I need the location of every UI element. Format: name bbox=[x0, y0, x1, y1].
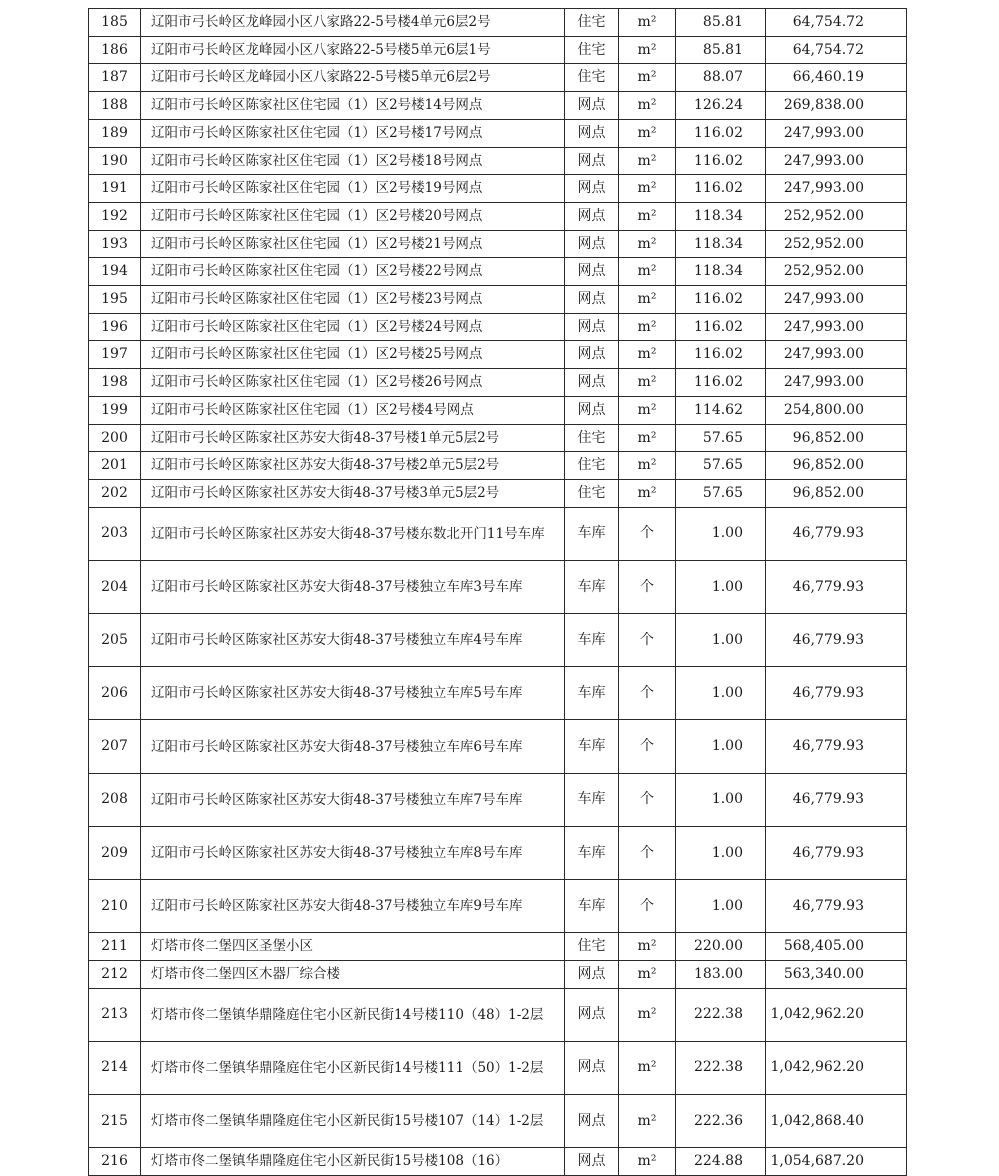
property-use: 住宅 bbox=[565, 64, 619, 92]
appraised-value: 247,993.00 bbox=[766, 119, 907, 147]
property-address: 辽阳市弓长岭区陈家社区苏安大街48-37号楼3单元5层2号 bbox=[141, 479, 565, 507]
property-use: 车库 bbox=[565, 507, 619, 560]
measure-unit: m² bbox=[619, 341, 676, 369]
table-row bbox=[89, 9, 907, 37]
appraised-value: 254,800.00 bbox=[766, 396, 907, 424]
property-area: 1.00 bbox=[676, 560, 766, 613]
row-number: 214 bbox=[89, 1041, 141, 1094]
measure-unit: 个 bbox=[619, 560, 676, 613]
property-use: 住宅 bbox=[565, 933, 619, 961]
property-address: 辽阳市弓长岭区陈家社区苏安大街48-37号楼独立车库4号车库 bbox=[141, 614, 565, 667]
table-row bbox=[89, 988, 907, 1041]
table-row bbox=[89, 507, 907, 560]
row-number: 209 bbox=[89, 826, 141, 879]
property-address: 辽阳市弓长岭区陈家社区苏安大街48-37号楼独立车库8号车库 bbox=[141, 826, 565, 879]
property-use: 网点 bbox=[565, 1148, 619, 1176]
property-area: 1.00 bbox=[676, 720, 766, 773]
row-number: 212 bbox=[89, 960, 141, 988]
measure-unit: m² bbox=[619, 119, 676, 147]
property-use: 车库 bbox=[565, 560, 619, 613]
table-row bbox=[89, 614, 907, 667]
appraised-value: 247,993.00 bbox=[766, 175, 907, 203]
property-use: 网点 bbox=[565, 396, 619, 424]
table-row bbox=[89, 369, 907, 397]
property-use: 车库 bbox=[565, 720, 619, 773]
property-use: 住宅 bbox=[565, 9, 619, 37]
row-number: 194 bbox=[89, 258, 141, 286]
appraised-value: 46,779.93 bbox=[766, 560, 907, 613]
property-area: 220.00 bbox=[676, 933, 766, 961]
measure-unit: m² bbox=[619, 1094, 676, 1147]
row-number: 204 bbox=[89, 560, 141, 613]
property-area: 116.02 bbox=[676, 369, 766, 397]
row-number: 197 bbox=[89, 341, 141, 369]
measure-unit: m² bbox=[619, 286, 676, 314]
appraised-value: 64,754.72 bbox=[766, 36, 907, 64]
property-address: 灯塔市佟二堡镇华鼎隆庭住宅小区新民街14号楼111（50）1-2层 bbox=[141, 1041, 565, 1094]
table-row bbox=[89, 424, 907, 452]
appraised-value: 247,993.00 bbox=[766, 286, 907, 314]
property-area: 118.34 bbox=[676, 202, 766, 230]
table-row bbox=[89, 720, 907, 773]
table-row bbox=[89, 1041, 907, 1094]
table-row bbox=[89, 826, 907, 879]
row-number: 190 bbox=[89, 147, 141, 175]
asset-table bbox=[88, 8, 907, 1176]
property-use: 网点 bbox=[565, 119, 619, 147]
row-number: 203 bbox=[89, 507, 141, 560]
table-row bbox=[89, 119, 907, 147]
row-number: 210 bbox=[89, 879, 141, 932]
row-number: 213 bbox=[89, 988, 141, 1041]
property-address: 辽阳市弓长岭区陈家社区住宅园（1）区2号楼25号网点 bbox=[141, 341, 565, 369]
property-area: 85.81 bbox=[676, 9, 766, 37]
table-row bbox=[89, 667, 907, 720]
row-number: 188 bbox=[89, 92, 141, 120]
appraised-value: 1,042,868.40 bbox=[766, 1094, 907, 1147]
appraised-value: 1,054,687.20 bbox=[766, 1148, 907, 1176]
table-row bbox=[89, 202, 907, 230]
property-area: 118.34 bbox=[676, 230, 766, 258]
row-number: 195 bbox=[89, 286, 141, 314]
property-use: 网点 bbox=[565, 369, 619, 397]
row-number: 208 bbox=[89, 773, 141, 826]
appraised-value: 563,340.00 bbox=[766, 960, 907, 988]
row-number: 196 bbox=[89, 313, 141, 341]
property-address: 辽阳市弓长岭区龙峰园小区八家路22-5号楼5单元6层1号 bbox=[141, 36, 565, 64]
property-use: 车库 bbox=[565, 826, 619, 879]
property-use: 网点 bbox=[565, 341, 619, 369]
property-area: 114.62 bbox=[676, 396, 766, 424]
row-number: 202 bbox=[89, 479, 141, 507]
table-row bbox=[89, 258, 907, 286]
property-address: 辽阳市弓长岭区陈家社区住宅园（1）区2号楼26号网点 bbox=[141, 369, 565, 397]
table-body bbox=[89, 9, 907, 1176]
property-address: 辽阳市弓长岭区陈家社区住宅园（1）区2号楼17号网点 bbox=[141, 119, 565, 147]
appraised-value: 46,779.93 bbox=[766, 614, 907, 667]
row-number: 193 bbox=[89, 230, 141, 258]
property-address: 辽阳市弓长岭区陈家社区住宅园（1）区2号楼14号网点 bbox=[141, 92, 565, 120]
row-number: 186 bbox=[89, 36, 141, 64]
appraised-value: 96,852.00 bbox=[766, 424, 907, 452]
property-area: 118.34 bbox=[676, 258, 766, 286]
property-use: 车库 bbox=[565, 614, 619, 667]
property-area: 1.00 bbox=[676, 773, 766, 826]
measure-unit: 个 bbox=[619, 773, 676, 826]
property-area: 57.65 bbox=[676, 424, 766, 452]
property-use: 网点 bbox=[565, 175, 619, 203]
property-address: 灯塔市佟二堡镇华鼎隆庭住宅小区新民街15号楼107（14）1-2层 bbox=[141, 1094, 565, 1147]
property-address: 灯塔市佟二堡四区木器厂综合楼 bbox=[141, 960, 565, 988]
row-number: 192 bbox=[89, 202, 141, 230]
appraised-value: 269,838.00 bbox=[766, 92, 907, 120]
appraised-value: 568,405.00 bbox=[766, 933, 907, 961]
property-use: 网点 bbox=[565, 147, 619, 175]
property-area: 1.00 bbox=[676, 507, 766, 560]
property-area: 1.00 bbox=[676, 667, 766, 720]
measure-unit: m² bbox=[619, 258, 676, 286]
property-area: 1.00 bbox=[676, 879, 766, 932]
measure-unit: m² bbox=[619, 933, 676, 961]
property-address: 辽阳市弓长岭区陈家社区苏安大街48-37号楼独立车库6号车库 bbox=[141, 720, 565, 773]
table-row bbox=[89, 960, 907, 988]
property-address: 辽阳市弓长岭区陈家社区住宅园（1）区2号楼21号网点 bbox=[141, 230, 565, 258]
table-row bbox=[89, 92, 907, 120]
row-number: 200 bbox=[89, 424, 141, 452]
row-number: 216 bbox=[89, 1148, 141, 1176]
appraised-value: 247,993.00 bbox=[766, 341, 907, 369]
property-address: 辽阳市弓长岭区陈家社区住宅园（1）区2号楼20号网点 bbox=[141, 202, 565, 230]
appraised-value: 46,779.93 bbox=[766, 879, 907, 932]
property-address: 辽阳市弓长岭区陈家社区住宅园（1）区2号楼4号网点 bbox=[141, 396, 565, 424]
property-use: 车库 bbox=[565, 667, 619, 720]
property-area: 1.00 bbox=[676, 614, 766, 667]
table-row bbox=[89, 879, 907, 932]
property-address: 辽阳市弓长岭区陈家社区苏安大街48-37号楼独立车库7号车库 bbox=[141, 773, 565, 826]
appraised-value: 46,779.93 bbox=[766, 507, 907, 560]
appraised-value: 46,779.93 bbox=[766, 667, 907, 720]
property-area: 57.65 bbox=[676, 452, 766, 480]
appraised-value: 247,993.00 bbox=[766, 313, 907, 341]
property-area: 57.65 bbox=[676, 479, 766, 507]
table-row bbox=[89, 396, 907, 424]
property-area: 222.38 bbox=[676, 988, 766, 1041]
appraised-value: 252,952.00 bbox=[766, 230, 907, 258]
appraised-value: 46,779.93 bbox=[766, 773, 907, 826]
measure-unit: m² bbox=[619, 313, 676, 341]
table-row bbox=[89, 479, 907, 507]
appraised-value: 64,754.72 bbox=[766, 9, 907, 37]
measure-unit: m² bbox=[619, 64, 676, 92]
property-use: 网点 bbox=[565, 1094, 619, 1147]
measure-unit: m² bbox=[619, 424, 676, 452]
property-use: 住宅 bbox=[565, 479, 619, 507]
property-address: 灯塔市佟二堡四区圣堡小区 bbox=[141, 933, 565, 961]
property-area: 116.02 bbox=[676, 341, 766, 369]
appraised-value: 1,042,962.20 bbox=[766, 1041, 907, 1094]
measure-unit: m² bbox=[619, 452, 676, 480]
property-address: 辽阳市弓长岭区陈家社区住宅园（1）区2号楼22号网点 bbox=[141, 258, 565, 286]
property-area: 224.88 bbox=[676, 1148, 766, 1176]
property-area: 116.02 bbox=[676, 313, 766, 341]
measure-unit: m² bbox=[619, 479, 676, 507]
appraised-value: 247,993.00 bbox=[766, 147, 907, 175]
row-number: 198 bbox=[89, 369, 141, 397]
measure-unit: m² bbox=[619, 1148, 676, 1176]
table-row bbox=[89, 452, 907, 480]
measure-unit: 个 bbox=[619, 507, 676, 560]
property-use: 网点 bbox=[565, 1041, 619, 1094]
property-address: 辽阳市弓长岭区陈家社区住宅园（1）区2号楼19号网点 bbox=[141, 175, 565, 203]
property-use: 网点 bbox=[565, 286, 619, 314]
measure-unit: m² bbox=[619, 988, 676, 1041]
row-number: 185 bbox=[89, 9, 141, 37]
measure-unit: m² bbox=[619, 175, 676, 203]
table-row bbox=[89, 175, 907, 203]
measure-unit: 个 bbox=[619, 614, 676, 667]
property-area: 183.00 bbox=[676, 960, 766, 988]
appraised-value: 252,952.00 bbox=[766, 202, 907, 230]
measure-unit: m² bbox=[619, 396, 676, 424]
property-use: 网点 bbox=[565, 202, 619, 230]
measure-unit: 个 bbox=[619, 667, 676, 720]
table-row bbox=[89, 1094, 907, 1147]
row-number: 211 bbox=[89, 933, 141, 961]
property-area: 116.02 bbox=[676, 286, 766, 314]
measure-unit: 个 bbox=[619, 826, 676, 879]
measure-unit: m² bbox=[619, 36, 676, 64]
row-number: 191 bbox=[89, 175, 141, 203]
property-address: 辽阳市弓长岭区陈家社区苏安大街48-37号楼1单元5层2号 bbox=[141, 424, 565, 452]
appraised-value: 66,460.19 bbox=[766, 64, 907, 92]
measure-unit: m² bbox=[619, 369, 676, 397]
measure-unit: m² bbox=[619, 1041, 676, 1094]
property-address: 辽阳市弓长岭区陈家社区苏安大街48-37号楼东数北开门11号车库 bbox=[141, 507, 565, 560]
table-row bbox=[89, 1148, 907, 1176]
table-row bbox=[89, 341, 907, 369]
measure-unit: m² bbox=[619, 9, 676, 37]
measure-unit: m² bbox=[619, 92, 676, 120]
table-row bbox=[89, 64, 907, 92]
property-address: 辽阳市弓长岭区龙峰园小区八家路22-5号楼5单元6层2号 bbox=[141, 64, 565, 92]
property-use: 网点 bbox=[565, 92, 619, 120]
property-area: 222.36 bbox=[676, 1094, 766, 1147]
appraised-value: 46,779.93 bbox=[766, 720, 907, 773]
appraised-value: 96,852.00 bbox=[766, 452, 907, 480]
table-row bbox=[89, 933, 907, 961]
row-number: 207 bbox=[89, 720, 141, 773]
row-number: 201 bbox=[89, 452, 141, 480]
property-area: 116.02 bbox=[676, 147, 766, 175]
property-area: 222.38 bbox=[676, 1041, 766, 1094]
row-number: 206 bbox=[89, 667, 141, 720]
table-row bbox=[89, 147, 907, 175]
property-area: 126.24 bbox=[676, 92, 766, 120]
property-use: 住宅 bbox=[565, 452, 619, 480]
property-area: 1.00 bbox=[676, 826, 766, 879]
table-row bbox=[89, 230, 907, 258]
row-number: 189 bbox=[89, 119, 141, 147]
row-number: 187 bbox=[89, 64, 141, 92]
property-use: 网点 bbox=[565, 988, 619, 1041]
measure-unit: 个 bbox=[619, 720, 676, 773]
property-use: 住宅 bbox=[565, 424, 619, 452]
appraised-value: 247,993.00 bbox=[766, 369, 907, 397]
property-address: 辽阳市弓长岭区陈家社区苏安大街48-37号楼2单元5层2号 bbox=[141, 452, 565, 480]
measure-unit: m² bbox=[619, 147, 676, 175]
property-use: 车库 bbox=[565, 773, 619, 826]
table-row bbox=[89, 560, 907, 613]
appraised-value: 46,779.93 bbox=[766, 826, 907, 879]
measure-unit: 个 bbox=[619, 879, 676, 932]
property-address: 辽阳市弓长岭区陈家社区住宅园（1）区2号楼18号网点 bbox=[141, 147, 565, 175]
property-area: 116.02 bbox=[676, 175, 766, 203]
property-use: 网点 bbox=[565, 960, 619, 988]
measure-unit: m² bbox=[619, 230, 676, 258]
property-use: 网点 bbox=[565, 258, 619, 286]
property-use: 网点 bbox=[565, 230, 619, 258]
property-use: 车库 bbox=[565, 879, 619, 932]
table-row bbox=[89, 773, 907, 826]
property-area: 116.02 bbox=[676, 119, 766, 147]
property-address: 辽阳市弓长岭区陈家社区苏安大街48-37号楼独立车库3号车库 bbox=[141, 560, 565, 613]
row-number: 205 bbox=[89, 614, 141, 667]
property-address: 灯塔市佟二堡镇华鼎隆庭住宅小区新民街15号楼108（16） bbox=[141, 1148, 565, 1176]
table-row bbox=[89, 313, 907, 341]
property-address: 灯塔市佟二堡镇华鼎隆庭住宅小区新民街14号楼110（48）1-2层 bbox=[141, 988, 565, 1041]
property-area: 88.07 bbox=[676, 64, 766, 92]
property-address: 辽阳市弓长岭区陈家社区苏安大街48-37号楼独立车库5号车库 bbox=[141, 667, 565, 720]
appraised-value: 1,042,962.20 bbox=[766, 988, 907, 1041]
table-row bbox=[89, 286, 907, 314]
appraised-value: 96,852.00 bbox=[766, 479, 907, 507]
appraised-value: 252,952.00 bbox=[766, 258, 907, 286]
property-address: 辽阳市弓长岭区龙峰园小区八家路22-5号楼4单元6层2号 bbox=[141, 9, 565, 37]
property-use: 网点 bbox=[565, 313, 619, 341]
row-number: 215 bbox=[89, 1094, 141, 1147]
property-address: 辽阳市弓长岭区陈家社区住宅园（1）区2号楼23号网点 bbox=[141, 286, 565, 314]
property-area: 85.81 bbox=[676, 36, 766, 64]
measure-unit: m² bbox=[619, 202, 676, 230]
property-use: 住宅 bbox=[565, 36, 619, 64]
measure-unit: m² bbox=[619, 960, 676, 988]
property-address: 辽阳市弓长岭区陈家社区住宅园（1）区2号楼24号网点 bbox=[141, 313, 565, 341]
property-address: 辽阳市弓长岭区陈家社区苏安大街48-37号楼独立车库9号车库 bbox=[141, 879, 565, 932]
table-row bbox=[89, 36, 907, 64]
row-number: 199 bbox=[89, 396, 141, 424]
